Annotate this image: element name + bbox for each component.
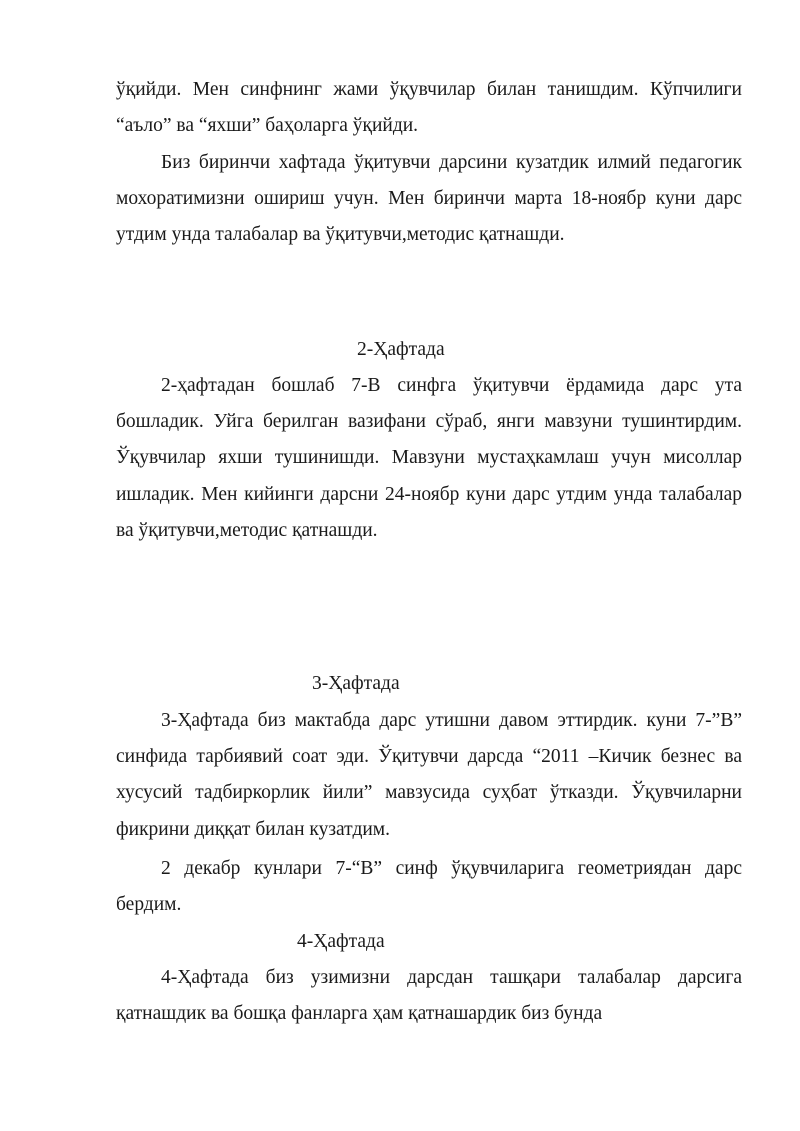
paragraph-intro: ўқийди. Мен синфнинг жами ўқувчилар билан танишдим. Кўпчилиги “аъло” ва “яхши” баҳоларга ўқийди. — [116, 79, 742, 137]
paragraph-week3: 3-Ҳафтада биз мактабда дарс утишни давом эттирдик. куни 7-”В” синфида тарбиявий соат эди. Ўқитувчи дарсда “2011 –Кичик безнес ва хусусий тадбиркорлик йили” мавзусида суҳбат ўтказди. Ўқувчиларни фикрини диққат билан кузатдим. — [116, 710, 742, 840]
heading-week-4: 4-Ҳафтада — [297, 931, 385, 952]
heading-week-2: 2-Ҳафтада — [357, 339, 445, 360]
paragraph-week4: 4-Ҳафтада биз узимизни дарсдан ташқари талабалар дарсига қатнашдик ва бошқа фанларга ҳам қатнашардик биз бунда — [116, 967, 742, 1025]
paragraph-week1: Биз биринчи хафтада ўқитувчи дарсини кузатдик илмий педагогик мохоратимизни ошириш учун. Мен биринчи марта 18-ноябр куни дарс утдим унда талабалар ва ўқитувчи,методис қатнашди. — [116, 152, 742, 246]
paragraph-week2: 2-ҳафтадан бошлаб 7-В синфга ўқитувчи ёрдамида дарс ута бошладик. Уйга берилган вазифани сўраб, янги мавзуни тушинтирдим. Ўқувчилар яхши тушинишди. Мавзуни мустаҳкамлаш учун мисоллар ишладик. Мен кийинги дарсни 24-ноябр куни дарс утдим унда талабалар ва ўқитувчи,методис қатнашди. — [116, 375, 742, 541]
paragraph-december: 2 декабр кунлари 7-“В” синф ўқувчиларига геометриядан дарс бердим. — [116, 858, 742, 916]
heading-week-3: 3-Ҳафтада — [312, 673, 400, 694]
